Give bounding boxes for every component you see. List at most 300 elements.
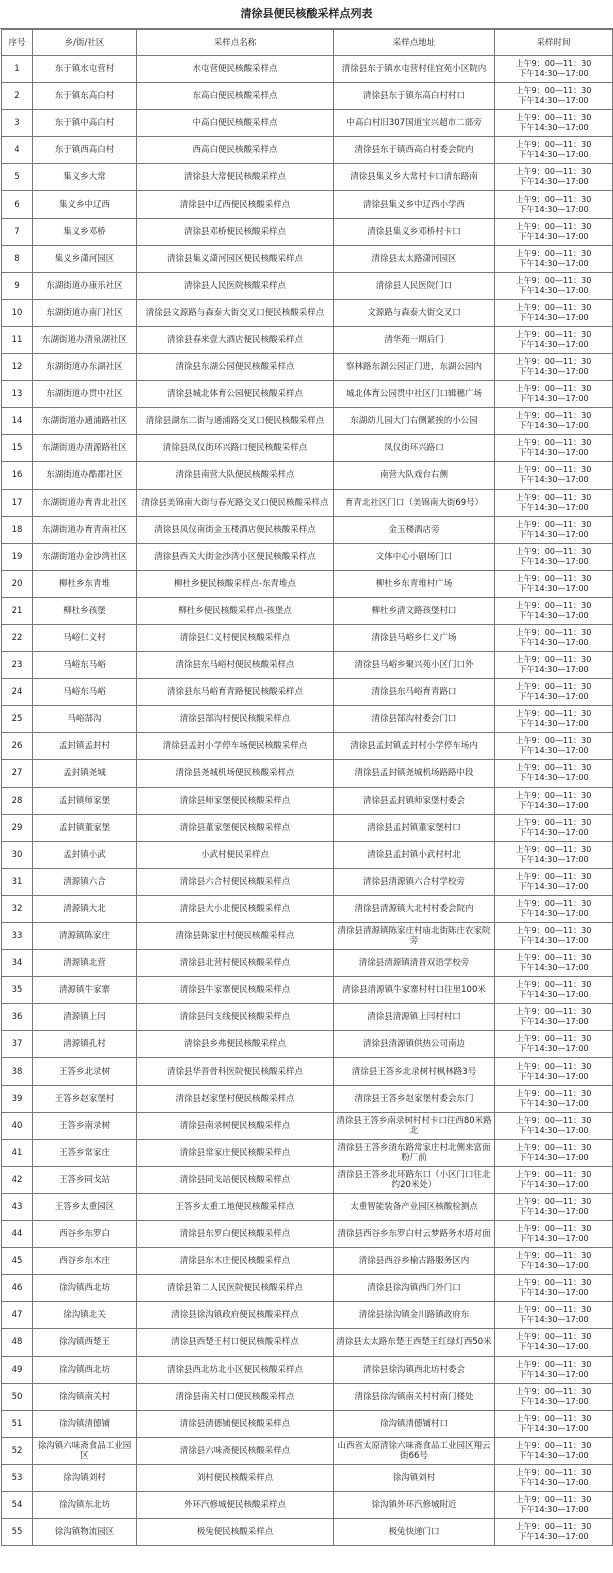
cell-index: 8 (2, 245, 33, 272)
cell-site-name: 清徐县集义潇河园区便民核酸采样点 (137, 245, 334, 272)
cell-site-name: 清徐县邓桥便民核酸采样点 (137, 218, 334, 245)
cell-site-name: 清徐县闫支线便民核酸采样点 (137, 1004, 334, 1031)
cell-index: 46 (2, 1275, 33, 1302)
table-row (2, 354, 613, 381)
cell-site-address: 柳杜乡东青堆村广场 (334, 570, 495, 597)
cell-sampling-time (495, 923, 613, 950)
cell-site-address: 清徐县东马峪育青路口 (334, 679, 495, 706)
cell-sampling-time (495, 110, 613, 137)
cell-site-address: 清徐县徐沟镇金川路镇政府东 (334, 1302, 495, 1329)
cell-site-name: 清徐县第二人民医院便民核酸采样点 (137, 1275, 334, 1302)
cell-sampling-time (495, 895, 613, 922)
time-afternoon: 下午14:30—17:00 (518, 502, 589, 512)
cell-community: 王答乡南录树 (33, 1112, 137, 1139)
cell-site-name: 清徐县六合村便民核酸采样点 (137, 868, 334, 895)
table-row (2, 706, 613, 733)
cell-index: 51 (2, 1410, 33, 1437)
cell-community: 徐沟镇刘村 (33, 1464, 137, 1491)
cell-site-address: 清徐县清源镇供热公司南边 (334, 1031, 495, 1058)
time-afternoon: 下午14:30—17:00 (518, 1288, 589, 1298)
cell-site-name: 清徐县春来壹大酒店便民核酸采样点 (137, 326, 334, 353)
cell-site-address: 清徐县人民医院门口 (334, 272, 495, 299)
time-afternoon: 下午14:30—17:00 (518, 881, 589, 891)
cell-site-name: 清徐县清德铺便民核酸采样点 (137, 1410, 334, 1437)
cell-index: 14 (2, 408, 33, 435)
cell-index: 48 (2, 1329, 33, 1356)
time-morning: 上午9：00—11：30 (515, 1007, 592, 1017)
cell-index: 7 (2, 218, 33, 245)
time-morning: 上午9：00—11：30 (515, 953, 592, 963)
cell-site-name: 清徐县大常便民核酸采样点 (137, 164, 334, 191)
table-row (2, 543, 613, 570)
cell-site-name: 清徐县中辽西便民核酸采样点 (137, 191, 334, 218)
cell-index: 20 (2, 570, 33, 597)
time-afternoon: 下午14:30—17:00 (518, 1179, 589, 1189)
table-row (2, 299, 613, 326)
cell-index: 49 (2, 1356, 33, 1383)
time-morning: 上午9：00—11：30 (515, 709, 592, 719)
cell-sampling-time (495, 1464, 613, 1491)
time-afternoon: 下午14:30—17:00 (518, 1234, 589, 1244)
table-row (2, 245, 613, 272)
page-title: 清徐县便民核酸采样点列表 (0, 0, 613, 29)
cell-site-address: 清徐县王答乡清东路常家庄村北侧来富面粉厂前 (334, 1139, 495, 1166)
header-sampling-time: 采样时间 (495, 30, 613, 56)
cell-sampling-time (495, 83, 613, 110)
cell-site-address: 城北体育公园贯中社区门口辑穗广场 (334, 381, 495, 408)
time-afternoon: 下午14:30—17:00 (518, 990, 589, 1000)
table-row (2, 1248, 613, 1275)
cell-community: 王答乡太重园区 (33, 1193, 137, 1220)
table-row (2, 1491, 613, 1518)
cell-site-address: 察林路东湖公园正门进，东湖公园内 (334, 354, 495, 381)
cell-site-name: 清徐县东马峪村便民核酸采样点 (137, 652, 334, 679)
cell-community: 徐沟镇清德铺 (33, 1410, 137, 1437)
sampling-points-table (1, 29, 613, 1546)
cell-sampling-time (495, 1410, 613, 1437)
time-afternoon: 下午14:30—17:00 (518, 394, 589, 404)
time-morning: 上午9：00—11：30 (515, 790, 592, 800)
header-site-name: 采样点名称 (137, 30, 334, 56)
time-morning: 上午9：00—11：30 (515, 1115, 592, 1125)
time-morning: 上午9：00—11：30 (515, 438, 592, 448)
cell-community: 孟封镇董家堡 (33, 814, 137, 841)
cell-site-name: 清徐县东湖公园便民核酸采样点 (137, 354, 334, 381)
cell-site-address: 清徐县太太路潇河园区 (334, 245, 495, 272)
cell-index: 26 (2, 733, 33, 760)
cell-site-name: 清徐县人民医院核酸采样点 (137, 272, 334, 299)
time-afternoon: 下午14:30—17:00 (518, 1125, 589, 1135)
cell-site-name: 清徐县凤仪街环兴路口便民核酸采样点 (137, 435, 334, 462)
table-row (2, 110, 613, 137)
time-morning: 上午9：00—11：30 (515, 1359, 592, 1369)
cell-site-name: 清徐县西北坊北小区便民核酸采样点 (137, 1356, 334, 1383)
cell-community: 集义乡大常 (33, 164, 137, 191)
cell-sampling-time (495, 1248, 613, 1275)
time-morning: 上午9：00—11：30 (515, 844, 592, 854)
cell-community: 孟封镇师家堡 (33, 787, 137, 814)
cell-site-name: 清徐县城北体育公园便民核酸采样点 (137, 381, 334, 408)
cell-index: 17 (2, 489, 33, 516)
time-morning: 上午9：00—11：30 (515, 1088, 592, 1098)
time-afternoon: 下午14:30—17:00 (518, 231, 589, 241)
cell-sampling-time (495, 299, 613, 326)
time-morning: 上午9：00—11：30 (515, 736, 592, 746)
cell-sampling-time (495, 1031, 613, 1058)
cell-index: 43 (2, 1193, 33, 1220)
cell-site-name: 清徐县郜沟村便民核酸采样点 (137, 706, 334, 733)
table-row (2, 1031, 613, 1058)
cell-sampling-time (495, 543, 613, 570)
cell-sampling-time (495, 245, 613, 272)
table-row (2, 1058, 613, 1085)
cell-index: 4 (2, 137, 33, 164)
cell-site-name: 清徐县湖东二街与通浦路交叉口便民核酸采样点 (137, 408, 334, 435)
table-row (2, 56, 613, 83)
cell-site-name: 清徐县赵家堡村便民核酸采样点 (137, 1085, 334, 1112)
time-morning: 上午9：00—11：30 (515, 86, 592, 96)
cell-site-address: 清徐县清源镇上闫村村口 (334, 1004, 495, 1031)
cell-community: 柳杜乡孩堡 (33, 597, 137, 624)
cell-site-address: 育青北社区门口（美锦南大街69号） (334, 489, 495, 516)
time-afternoon: 下午14:30—17:00 (518, 963, 589, 973)
table-row (2, 760, 613, 787)
time-morning: 上午9：00—11：30 (515, 357, 592, 367)
cell-site-name: 清徐县南录树便民核酸采样点 (137, 1112, 334, 1139)
cell-sampling-time (495, 408, 613, 435)
time-afternoon: 下午14:30—17:00 (518, 1396, 589, 1406)
time-morning: 上午9：00—11：30 (515, 1278, 592, 1288)
cell-site-name: 清徐县徐沟镇政府便民核酸采样点 (137, 1302, 334, 1329)
table-row (2, 1519, 613, 1546)
table-row (2, 1085, 613, 1112)
cell-site-address: 清徐县集义乡邓桥村卡口 (334, 218, 495, 245)
table-row (2, 841, 613, 868)
table-row (2, 191, 613, 218)
time-afternoon: 下午14:30—17:00 (518, 123, 589, 133)
cell-community: 马峪东马峪 (33, 679, 137, 706)
cell-sampling-time (495, 1139, 613, 1166)
cell-community: 清源镇上闫 (33, 1004, 137, 1031)
time-afternoon: 下午14:30—17:00 (518, 312, 589, 322)
time-afternoon: 下午14:30—17:00 (518, 1152, 589, 1162)
cell-community: 王答乡常家庄 (33, 1139, 137, 1166)
time-afternoon: 下午14:30—17:00 (518, 339, 589, 349)
time-morning: 上午9：00—11：30 (515, 763, 592, 773)
cell-site-name: 极兔便民核酸采样点 (137, 1519, 334, 1546)
cell-sampling-time (495, 137, 613, 164)
cell-index: 55 (2, 1519, 33, 1546)
cell-sampling-time (495, 326, 613, 353)
time-afternoon: 下午14:30—17:00 (518, 610, 589, 620)
table-row (2, 814, 613, 841)
cell-site-address: 清徐县东于镇西高白村委会院内 (334, 137, 495, 164)
cell-site-name: 清徐县文源路与森泰大街交叉口便民核酸采样点 (137, 299, 334, 326)
cell-site-address: 柳杜乡清文路孩堡村口 (334, 597, 495, 624)
table-row (2, 435, 613, 462)
cell-site-address: 金玉楼酒店旁 (334, 516, 495, 543)
table-row (2, 1329, 613, 1356)
table-row (2, 1193, 613, 1220)
time-morning: 上午9：00—11：30 (515, 384, 592, 394)
table-row (2, 1302, 613, 1329)
cell-community: 东湖街道办康乐社区 (33, 272, 137, 299)
cell-index: 34 (2, 950, 33, 977)
cell-index: 36 (2, 1004, 33, 1031)
cell-community: 集义乡潇河园区 (33, 245, 137, 272)
cell-site-address: 文体中心小剧场门口 (334, 543, 495, 570)
table-row (2, 787, 613, 814)
cell-site-address: 清华苑一期后门 (334, 326, 495, 353)
cell-site-address: 清徐县孟封镇尧城机场路路中段 (334, 760, 495, 787)
table-row (2, 516, 613, 543)
header-index: 序号 (2, 30, 33, 56)
cell-sampling-time (495, 652, 613, 679)
cell-index: 47 (2, 1302, 33, 1329)
cell-site-address: 南营大队戏台右侧 (334, 462, 495, 489)
cell-site-name: 清徐县孟封小学停车场便民核酸采样点 (137, 733, 334, 760)
cell-sampling-time (495, 787, 613, 814)
cell-sampling-time (495, 841, 613, 868)
cell-site-address: 清徐县王答乡赵家堡村委会东门 (334, 1085, 495, 1112)
cell-site-name: 清徐县乡弗便民核酸采样点 (137, 1031, 334, 1058)
cell-site-address: 极兔快递门口 (334, 1519, 495, 1546)
cell-index: 25 (2, 706, 33, 733)
cell-site-address: 清徐县孟封镇师家堡村委会 (334, 787, 495, 814)
time-afternoon: 下午14:30—17:00 (518, 1315, 589, 1325)
cell-community: 徐沟镇西北坊 (33, 1356, 137, 1383)
table-row (2, 1139, 613, 1166)
table-header-row (2, 30, 613, 56)
cell-community: 马峪东马峪 (33, 652, 137, 679)
time-morning: 上午9：00—11：30 (515, 1386, 592, 1396)
cell-index: 44 (2, 1221, 33, 1248)
time-afternoon: 下午14:30—17:00 (518, 285, 589, 295)
cell-sampling-time (495, 1437, 613, 1464)
time-morning: 上午9：00—11：30 (515, 1251, 592, 1261)
cell-site-name: 外环汽修城便民核酸采样点 (137, 1491, 334, 1518)
time-morning: 上午9：00—11：30 (515, 1522, 592, 1532)
time-afternoon: 下午14:30—17:00 (518, 1017, 589, 1027)
time-afternoon: 下午14:30—17:00 (518, 1477, 589, 1487)
cell-index: 45 (2, 1248, 33, 1275)
time-morning: 上午9：00—11：30 (515, 465, 592, 475)
cell-index: 39 (2, 1085, 33, 1112)
cell-index: 38 (2, 1058, 33, 1085)
cell-community: 东于镇西高白村 (33, 137, 137, 164)
cell-sampling-time (495, 56, 613, 83)
cell-community: 东湖街道办东湖社区 (33, 354, 137, 381)
time-morning: 上午9：00—11：30 (515, 329, 592, 339)
time-morning: 上午9：00—11：30 (515, 1305, 592, 1315)
time-morning: 上午9：00—11：30 (515, 1332, 592, 1342)
cell-site-address: 东湖幼儿园大门右侧紧挨的小公园 (334, 408, 495, 435)
time-afternoon: 下午14:30—17:00 (518, 1098, 589, 1108)
table-row (2, 137, 613, 164)
cell-sampling-time (495, 1004, 613, 1031)
table-row (2, 950, 613, 977)
table-row (2, 570, 613, 597)
time-afternoon: 下午14:30—17:00 (518, 665, 589, 675)
cell-site-name: 清徐县牛家寨便民核酸采样点 (137, 977, 334, 1004)
cell-community: 东湖街道办育青北社区 (33, 489, 137, 516)
cell-site-address: 清徐县王答乡北录树村枫林路3号 (334, 1058, 495, 1085)
table-row (2, 895, 613, 922)
time-afternoon: 下午14:30—17:00 (518, 1261, 589, 1271)
time-afternoon: 下午14:30—17:00 (518, 692, 589, 702)
table-row (2, 408, 613, 435)
time-morning: 上午9：00—11：30 (515, 1034, 592, 1044)
time-afternoon: 下午14:30—17:00 (518, 448, 589, 458)
cell-sampling-time (495, 1221, 613, 1248)
cell-index: 12 (2, 354, 33, 381)
cell-index: 23 (2, 652, 33, 679)
cell-index: 30 (2, 841, 33, 868)
time-morning: 上午9：00—11：30 (515, 248, 592, 258)
cell-community: 清源镇孔村 (33, 1031, 137, 1058)
cell-community: 柳杜乡东青堆 (33, 570, 137, 597)
time-morning: 上午9：00—11：30 (515, 194, 592, 204)
time-morning: 上午9：00—11：30 (515, 113, 592, 123)
cell-site-address: 徐沟镇外环汽修城附近 (334, 1491, 495, 1518)
cell-sampling-time (495, 760, 613, 787)
cell-index: 16 (2, 462, 33, 489)
table-row (2, 977, 613, 1004)
cell-site-address: 清徐县太太路东楚王西楚王红绿灯西50米 (334, 1329, 495, 1356)
time-afternoon: 下午14:30—17:00 (518, 827, 589, 837)
cell-site-address: 徐沟镇清德铺村口 (334, 1410, 495, 1437)
cell-sampling-time (495, 435, 613, 462)
cell-index: 54 (2, 1491, 33, 1518)
cell-sampling-time (495, 489, 613, 516)
cell-site-address: 徐沟镇刘村 (334, 1464, 495, 1491)
cell-community: 清源镇六合 (33, 868, 137, 895)
time-morning: 上午9：00—11：30 (515, 302, 592, 312)
time-afternoon: 下午14:30—17:00 (518, 638, 589, 648)
cell-site-name: 清徐县常家庄便民核酸采样点 (137, 1139, 334, 1166)
cell-site-address: 清徐县马峪乡聚兴苑小区门口外 (334, 652, 495, 679)
cell-site-address: 太重智能装备产业园区核酸检测点 (334, 1193, 495, 1220)
cell-index: 33 (2, 923, 33, 950)
time-morning: 上午9：00—11：30 (515, 411, 592, 421)
cell-site-name: 清徐县尧城机场便民核酸采样点 (137, 760, 334, 787)
time-afternoon: 下午14:30—17:00 (518, 1206, 589, 1216)
cell-sampling-time (495, 570, 613, 597)
cell-site-name: 清徐县董家堡便民核酸采样点 (137, 814, 334, 841)
time-morning: 上午9：00—11：30 (515, 167, 592, 177)
table-row (2, 1464, 613, 1491)
cell-sampling-time (495, 679, 613, 706)
cell-index: 15 (2, 435, 33, 462)
cell-index: 24 (2, 679, 33, 706)
cell-index: 3 (2, 110, 33, 137)
cell-site-name: 清徐县西楚王村口便民核酸采样点 (137, 1329, 334, 1356)
cell-community: 清源镇牛家寨 (33, 977, 137, 1004)
table-row (2, 1221, 613, 1248)
time-morning: 上午9：00—11：30 (515, 926, 592, 936)
time-afternoon: 下午14:30—17:00 (518, 773, 589, 783)
time-afternoon: 下午14:30—17:00 (518, 1450, 589, 1460)
cell-sampling-time (495, 1112, 613, 1139)
time-afternoon: 下午14:30—17:00 (518, 96, 589, 106)
time-afternoon: 下午14:30—17:00 (518, 177, 589, 187)
cell-site-name: 清徐县六味斋便民核酸采样点 (137, 1437, 334, 1464)
cell-sampling-time (495, 191, 613, 218)
cell-sampling-time (495, 1193, 613, 1220)
cell-sampling-time (495, 516, 613, 543)
table-row (2, 83, 613, 110)
table-row (2, 1004, 613, 1031)
table-body (2, 56, 613, 1546)
table-row (2, 1383, 613, 1410)
cell-site-name: 清徐县南营大队便民核酸采样点 (137, 462, 334, 489)
cell-community: 王答乡赵家堡村 (33, 1085, 137, 1112)
cell-site-name: 清徐县西关大街金沙湾小区便民核酸采样点 (137, 543, 334, 570)
cell-index: 37 (2, 1031, 33, 1058)
cell-site-name: 小武村便民采样点 (137, 841, 334, 868)
cell-site-name: 清徐县南关村口便民核酸采样点 (137, 1383, 334, 1410)
cell-index: 11 (2, 326, 33, 353)
table-row (2, 462, 613, 489)
time-morning: 上午9：00—11：30 (515, 573, 592, 583)
cell-sampling-time (495, 272, 613, 299)
time-morning: 上午9：00—11：30 (515, 655, 592, 665)
cell-community: 孟封镇孟封村 (33, 733, 137, 760)
time-afternoon: 下午14:30—17:00 (518, 583, 589, 593)
time-morning: 上午9：00—11：30 (515, 546, 592, 556)
cell-site-name: 清徐县美锦南大街与春光路交叉口便民核酸采样点 (137, 489, 334, 516)
cell-sampling-time (495, 624, 613, 651)
time-afternoon: 下午14:30—17:00 (518, 69, 589, 79)
time-afternoon: 下午14:30—17:00 (518, 529, 589, 539)
cell-site-name: 中高白便民核酸采样点 (137, 110, 334, 137)
cell-community: 东湖街道办金沙湾社区 (33, 543, 137, 570)
time-morning: 上午9：00—11：30 (515, 871, 592, 881)
cell-community: 集义乡邓桥 (33, 218, 137, 245)
table-row (2, 868, 613, 895)
cell-site-address: 清徐县西谷乡榆古路服务区内 (334, 1248, 495, 1275)
cell-site-address: 清徐县郜沟村委会门口 (334, 706, 495, 733)
cell-community: 东湖街道办贯中社区 (33, 381, 137, 408)
cell-sampling-time (495, 164, 613, 191)
time-morning: 上午9：00—11：30 (515, 59, 592, 69)
time-morning: 上午9：00—11：30 (515, 1169, 592, 1179)
table-row (2, 1410, 613, 1437)
cell-community: 东于镇东高白村 (33, 83, 137, 110)
time-afternoon: 下午14:30—17:00 (518, 719, 589, 729)
time-morning: 上午9：00—11：30 (515, 1224, 592, 1234)
time-morning: 上午9：00—11：30 (515, 1495, 592, 1505)
table-row (2, 1437, 613, 1464)
time-afternoon: 下午14:30—17:00 (518, 1342, 589, 1352)
time-morning: 上午9：00—11：30 (515, 1196, 592, 1206)
cell-site-address: 中高白村旧307国道宝兴超市二部旁 (334, 110, 495, 137)
cell-index: 5 (2, 164, 33, 191)
cell-site-name: 王答乡太重工地便民核酸采样点 (137, 1193, 334, 1220)
time-afternoon: 下午14:30—17:00 (518, 1369, 589, 1379)
time-morning: 上午9：00—11：30 (515, 628, 592, 638)
cell-index: 50 (2, 1383, 33, 1410)
cell-site-name: 清徐县华晋骨科医院便民核酸采样点 (137, 1058, 334, 1085)
cell-sampling-time (495, 706, 613, 733)
table-row (2, 624, 613, 651)
cell-sampling-time (495, 1356, 613, 1383)
cell-sampling-time (495, 354, 613, 381)
time-afternoon: 下午14:30—17:00 (518, 367, 589, 377)
cell-community: 西谷乡东罗白 (33, 1221, 137, 1248)
cell-site-name: 清徐县东马峪育青路便民核酸采样点 (137, 679, 334, 706)
cell-index: 52 (2, 1437, 33, 1464)
